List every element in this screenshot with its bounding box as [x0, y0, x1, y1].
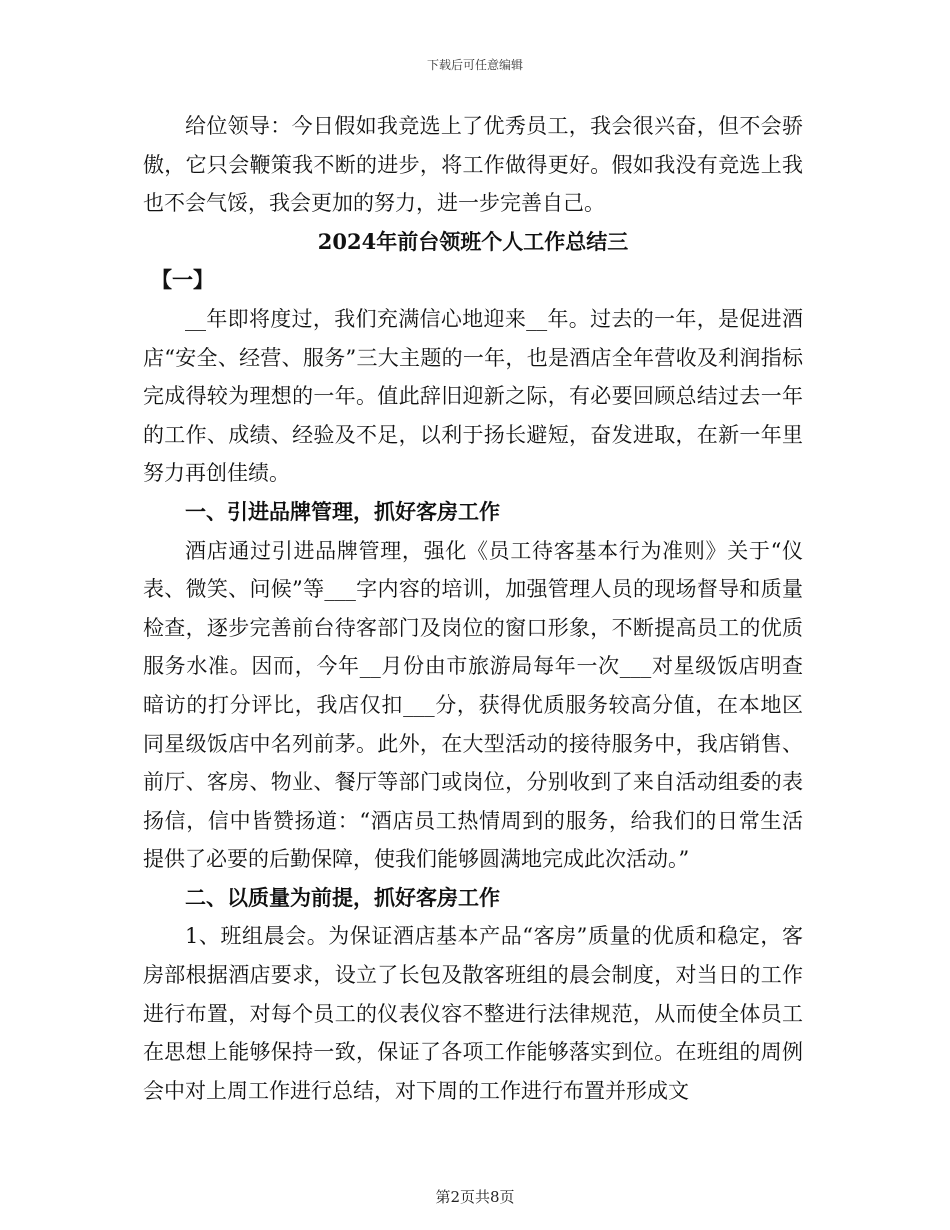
- paragraph-brand-management: 酒店通过引进品牌管理，强化《员工待客基本行为准则》关于“仪表、微笑、问候”等___字内容的培训，加强管理人员的现场督导和质量检查，逐步完善前台待客部门及岗位的窗口形象，不断提高员工的优质服务水准。因而，今年__月份由市旅游局每年一次___对星级饭店明查暗访的打分评比，我店仅扣___分，获得优质服务较高分值，在本地区同星级饭店中名列前茅。此外，在大型活动的接待服务中，我店销售、前厅、客房、物业、餐厅等部门或岗位，分别收到了来自活动组委的表扬信，信中皆赞扬道：“酒店员工热情周到的服务，给我们的日常生活提供了必要的后勤保障，使我们能够圆满地完成此次活动。”: [143, 538, 803, 872]
- section-heading-2: 二、以质量为前提，抓好客房工作: [185, 884, 500, 910]
- document-title: 2024年前台领班个人工作总结三: [317, 228, 629, 254]
- intro-paragraph: 给位领导：今日假如我竞选上了优秀员工，我会很兴奋，但不会骄傲，它只会鞭策我不断的进步，将工作做得更好。假如我没有竞选上我也不会气馁，我会更加的努力，进一步完善自己。: [143, 114, 803, 216]
- paragraph-team-meeting: 1、班组晨会。为保证酒店基本产品“客房”质量的优质和稳定，客房部根据酒店要求，设立了长包及散客班组的晨会制度，对当日的工作进行布置，对每个员工的仪表仪容不整进行法律规范，从而使全体员工在思想上能够保持一致，保证了各项工作能够落实到位。在班组的周例会中对上周工作进行总结，对下周的工作进行布置并形成文: [143, 924, 803, 1103]
- paragraph-overview: __年即将度过，我们充满信心地迎来__年。过去的一年，是促进酒店“安全、经营、服务”三大主题的一年，也是酒店全年营收及利润指标完成得较为理想的一年。值此辞旧迎新之际，有必要回顾总结过去一年的工作、成绩、经验及不足，以利于扬长避短，奋发进取，在新一年里努力再创佳绩。: [143, 306, 803, 486]
- section-heading-1: 一、引进品牌管理，抓好客房工作: [185, 498, 500, 524]
- page-header-note: 下载后可任意编辑: [426, 58, 523, 72]
- part-marker: 【一】: [151, 267, 214, 293]
- document-body: [143, 107, 803, 1110]
- page-footer-number: 第2页共8页: [435, 1188, 515, 1206]
